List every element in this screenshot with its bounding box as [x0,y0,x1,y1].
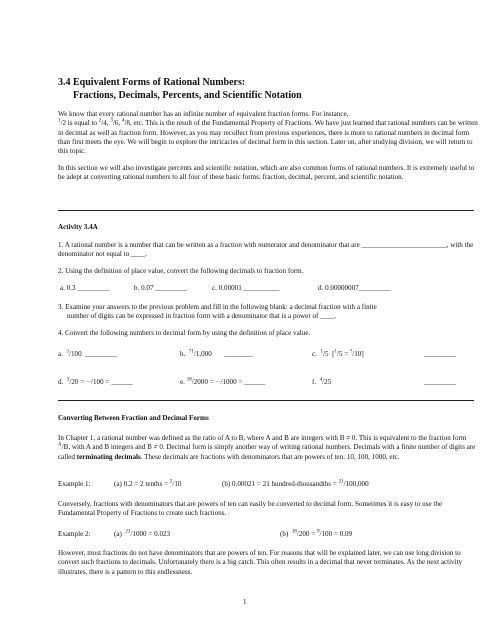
divider-bottom [58,400,474,401]
section-title-line1: 3.4 Equivalent Forms of Rational Numbers: [58,77,246,88]
example-1-label: Example 1: [58,480,91,488]
example-2-label: Example 2: [58,530,91,538]
q4-item-c: c. $^1$/5 [$^1$/5 = ?/10] [312,349,364,358]
q4-item-d: d. $^3$/20 = __/100 = ______ [58,377,133,386]
example-1-b: (b) 0.00021 = 21 hundred-thousandths = $^{21}$/100,000 [222,479,369,488]
q2-item-b: b. 0.07 _________ [134,284,188,292]
question-3: 3. Examine your answers to the previous problem and fill in the following blank: a decimal fraction with a finite number of digits can be expressed in fraction form with a denominator that is a power of ____. [58,303,377,321]
conversion-paragraph-2: Conversely, fractions with denominators that are powers of ten can easily be converted to decimal form. Sometimes it is easy to use the Fundamental Property of Fractions to create such fractions. [58,500,443,518]
question-4: 4. Convert the following numbers to decimal form by using the definition of place value. [58,329,311,337]
section-title [58,77,478,102]
q4-item-a: a. $^3$/100 _________ [58,349,118,358]
page-number: 1 [243,598,247,606]
conversion-paragraph-1: In Chapter 1, a rational number was defined as the ratio of A to B, where A and B are integers with B ≠ 0. This is equivalent to the fraction form $^A$/B, with A and B integers and B ≠ 0. Decimal form is simply another way of writing rational numbers. Decimals with a finite number of digits are called terminating decimals. These decimals are fractions with denominators that are powers of ten: 10, 100, 1000, etc. [58,434,476,461]
conversion-paragraph-3: However, most fractions do not have denominators that are powers of ten. For reasons that will be explained later, we can use long division to convert such fractions to decimals. Unfortunately there is a big catch. This often results in a decimal that never terminates. As the next activity illustrates, there is a pattern to this endlessness. [58,549,463,576]
intro-paragraph-2: In this section we will also investigate percents and scientific notation, which are also common forms of rational numbers. It is extremely useful to be adept at converting rational numbers to all four of these basic forms: fraction, decimal, percent, and scientific notation. [58,164,475,182]
section-title-line2: Fractions, Decimals, Percents, and Scientific Notation [73,89,302,101]
example-2-b: (b) $^{18}$/200 = $^9$/100 = 0.09 [280,529,353,538]
q4-item-c-blank: _________ [424,350,456,358]
example-2-a: (a) $^{23}$/1000 = 0.023 [114,529,171,538]
intro-paragraph-1: We know that every rational number has an infinite number of equivalent fraction forms. For instance, $^1$/2 is equal to $^2$/4, $^3$/6, $^4$/8, etc. This is the result of the Fundamental Property of Fractions. We have just learned that rational numbers can be written in decimal as well as fraction form. However, as you may recollect from previous experiences, there is more to rational numbers in decimal form than first meets the eye. We will begin to explore the intricacies of decimal form in this section. Later on, after studying division, we will return to this topic. [58,110,478,156]
question-1: 1. A rational number is a number that can be written as a fraction with numerator and denominator that are ________________________, with the denominator not equal to ____. [58,241,474,259]
section-heading: Converting Between Fraction and Decimal Forms [58,414,209,422]
q4-item-f-blank: _________ [424,378,456,386]
activity-heading: Activity 3.4A [58,223,98,231]
q4-item-e: e. $^{18}$/2000 = __/1000 = ______ [180,377,266,386]
question-2: 2. Using the definition of place value, convert the following decimals to fraction form. [58,267,304,275]
divider-top [58,210,474,211]
q2-item-d: d. 0.00000007_________ [318,284,391,292]
q4-item-b: b. $^{71}$/1,000 ________ [180,349,253,358]
q4-item-f: f. $^4$/25 [312,377,332,386]
example-1-a: (a) 0.2 = 2 tenths = $^2$/10 [114,479,182,488]
q2-item-a: a. 0.3 _________ [60,284,110,292]
q2-item-c: c. 0.00001 __________ [212,284,279,292]
